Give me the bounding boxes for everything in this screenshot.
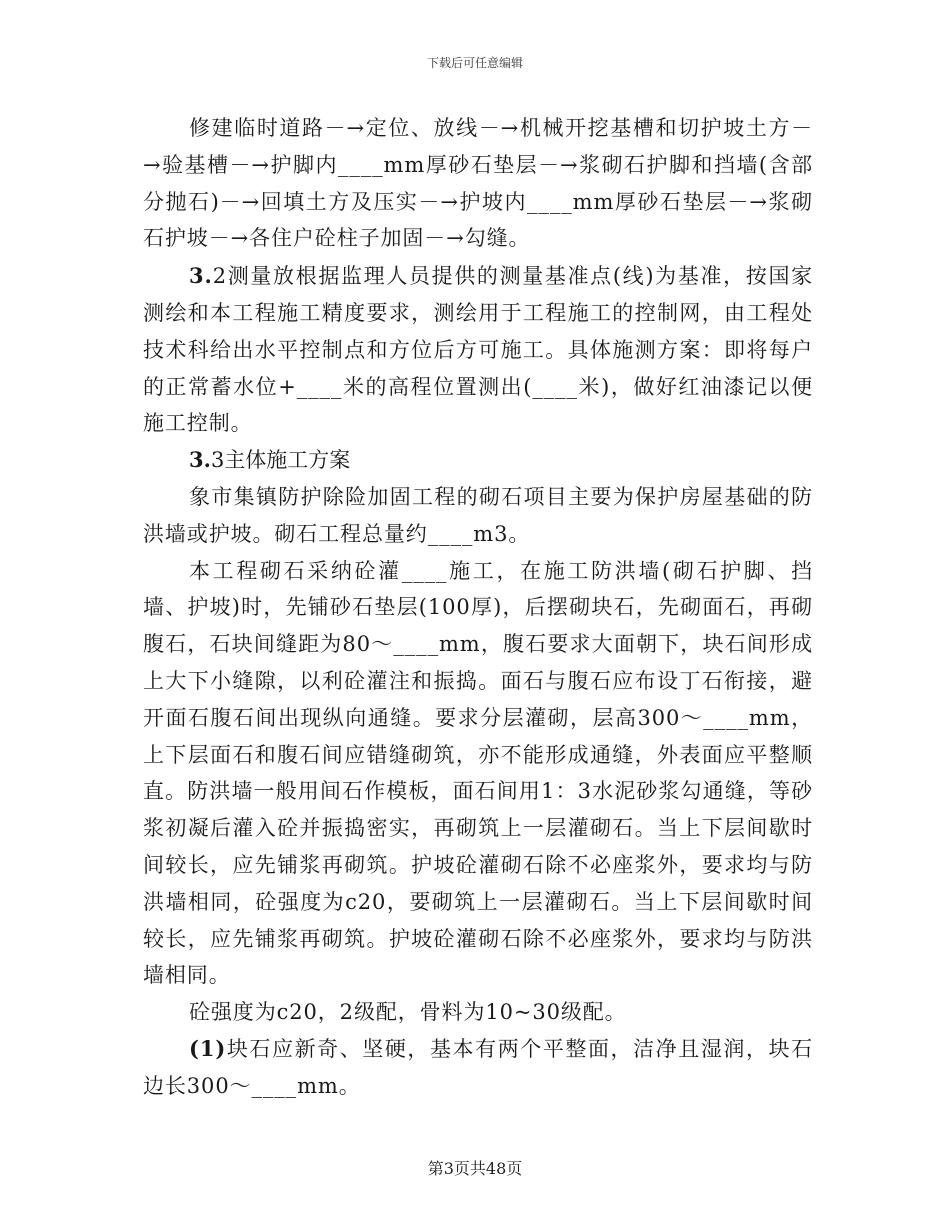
list-item-1 <box>143 1031 813 1105</box>
paragraph-section-3-2 <box>143 258 813 442</box>
page-footer: 第3页共48页 <box>427 1159 523 1178</box>
section-number-3-3: 3. <box>189 447 211 473</box>
section-number-3-2: 3. <box>189 263 213 289</box>
list-item-1-number: (1) <box>189 1035 227 1061</box>
document-body <box>143 110 813 1105</box>
paragraph-concrete-grade: 砼强度为c20，2级配，骨料为10~30级配。 <box>189 1000 627 1025</box>
paragraph-masonry-scope: 象市集镇防护除险加固工程的砌石项目主要为保护房屋基础的防洪墙或护坡。砌石工程总量约____m3。 <box>143 484 813 546</box>
section-3-3-title: 3主体施工方案 <box>210 448 351 473</box>
paragraph-masonry-method: 本工程砌石采纳砼灌____施工，在施工防洪墙(砌石护脚、挡墙、护坡)时，先铺砂石垫层(100厚)，后摆砌块石，先砌面石，再砌腹石，石块间缝距为80～____mm，腹石要求大面朝下，块石间形成上大下小缝隙，以利砼灌注和振捣。面石与腹石应布设丁石衔接，避开面石腹石间出现纵向通缝。要求分层灌砌，层高300～____mm，上下层面石和腹石间应错缝砌筑，亦不能形成通缝，外表面应平整顺直。防洪墙一般用间石作模板，面石间用1：3水泥砂浆勾通缝，等砂浆初凝后灌入砼并振捣密实，再砌筑上一层灌砌石。当上下层间歇时间较长，应先铺浆再砌筑。护坡砼灌砌石除不必座浆外，要求均与防洪墙相同，砼强度为c20，要砌筑上一层灌砌石。当上下层间歇时间较长，应先铺浆再砌筑。护坡砼灌砌石除不必座浆外，要求均与防洪墙相同。 <box>143 558 813 988</box>
list-item-1-text: 块石应新奇、坚硬，基本有两个平整面，洁净且湿润，块石边长300～____mm。 <box>143 1036 813 1098</box>
paragraph-construction-sequence: 修建临时道路－→定位、放线－→机械开挖基槽和切护坡土方－→验基槽－→护脚内____mm厚砂石垫层－→浆砌石护脚和挡墙(含部分抛石)－→回填土方及压实－→护坡内____mm厚砂石垫层－→浆砌石护坡－→各住户砼柱子加固－→勾缝。 <box>143 116 813 251</box>
page-header: 下载后可任意编辑 <box>426 56 523 70</box>
heading-section-3-3 <box>143 442 813 479</box>
section-3-2-text: 2测量放根据监理人员提供的测量基准点(线)为基准，按国家测绘和本工程施工精度要求，测绘用于工程施工的控制网，由工程处技术科给出水平控制点和方位后方可施工。具体施测方案：即将每户的正常蓄水位+____米的高程位置测出(____米)，做好红油漆记以便施工控制。 <box>143 264 813 436</box>
